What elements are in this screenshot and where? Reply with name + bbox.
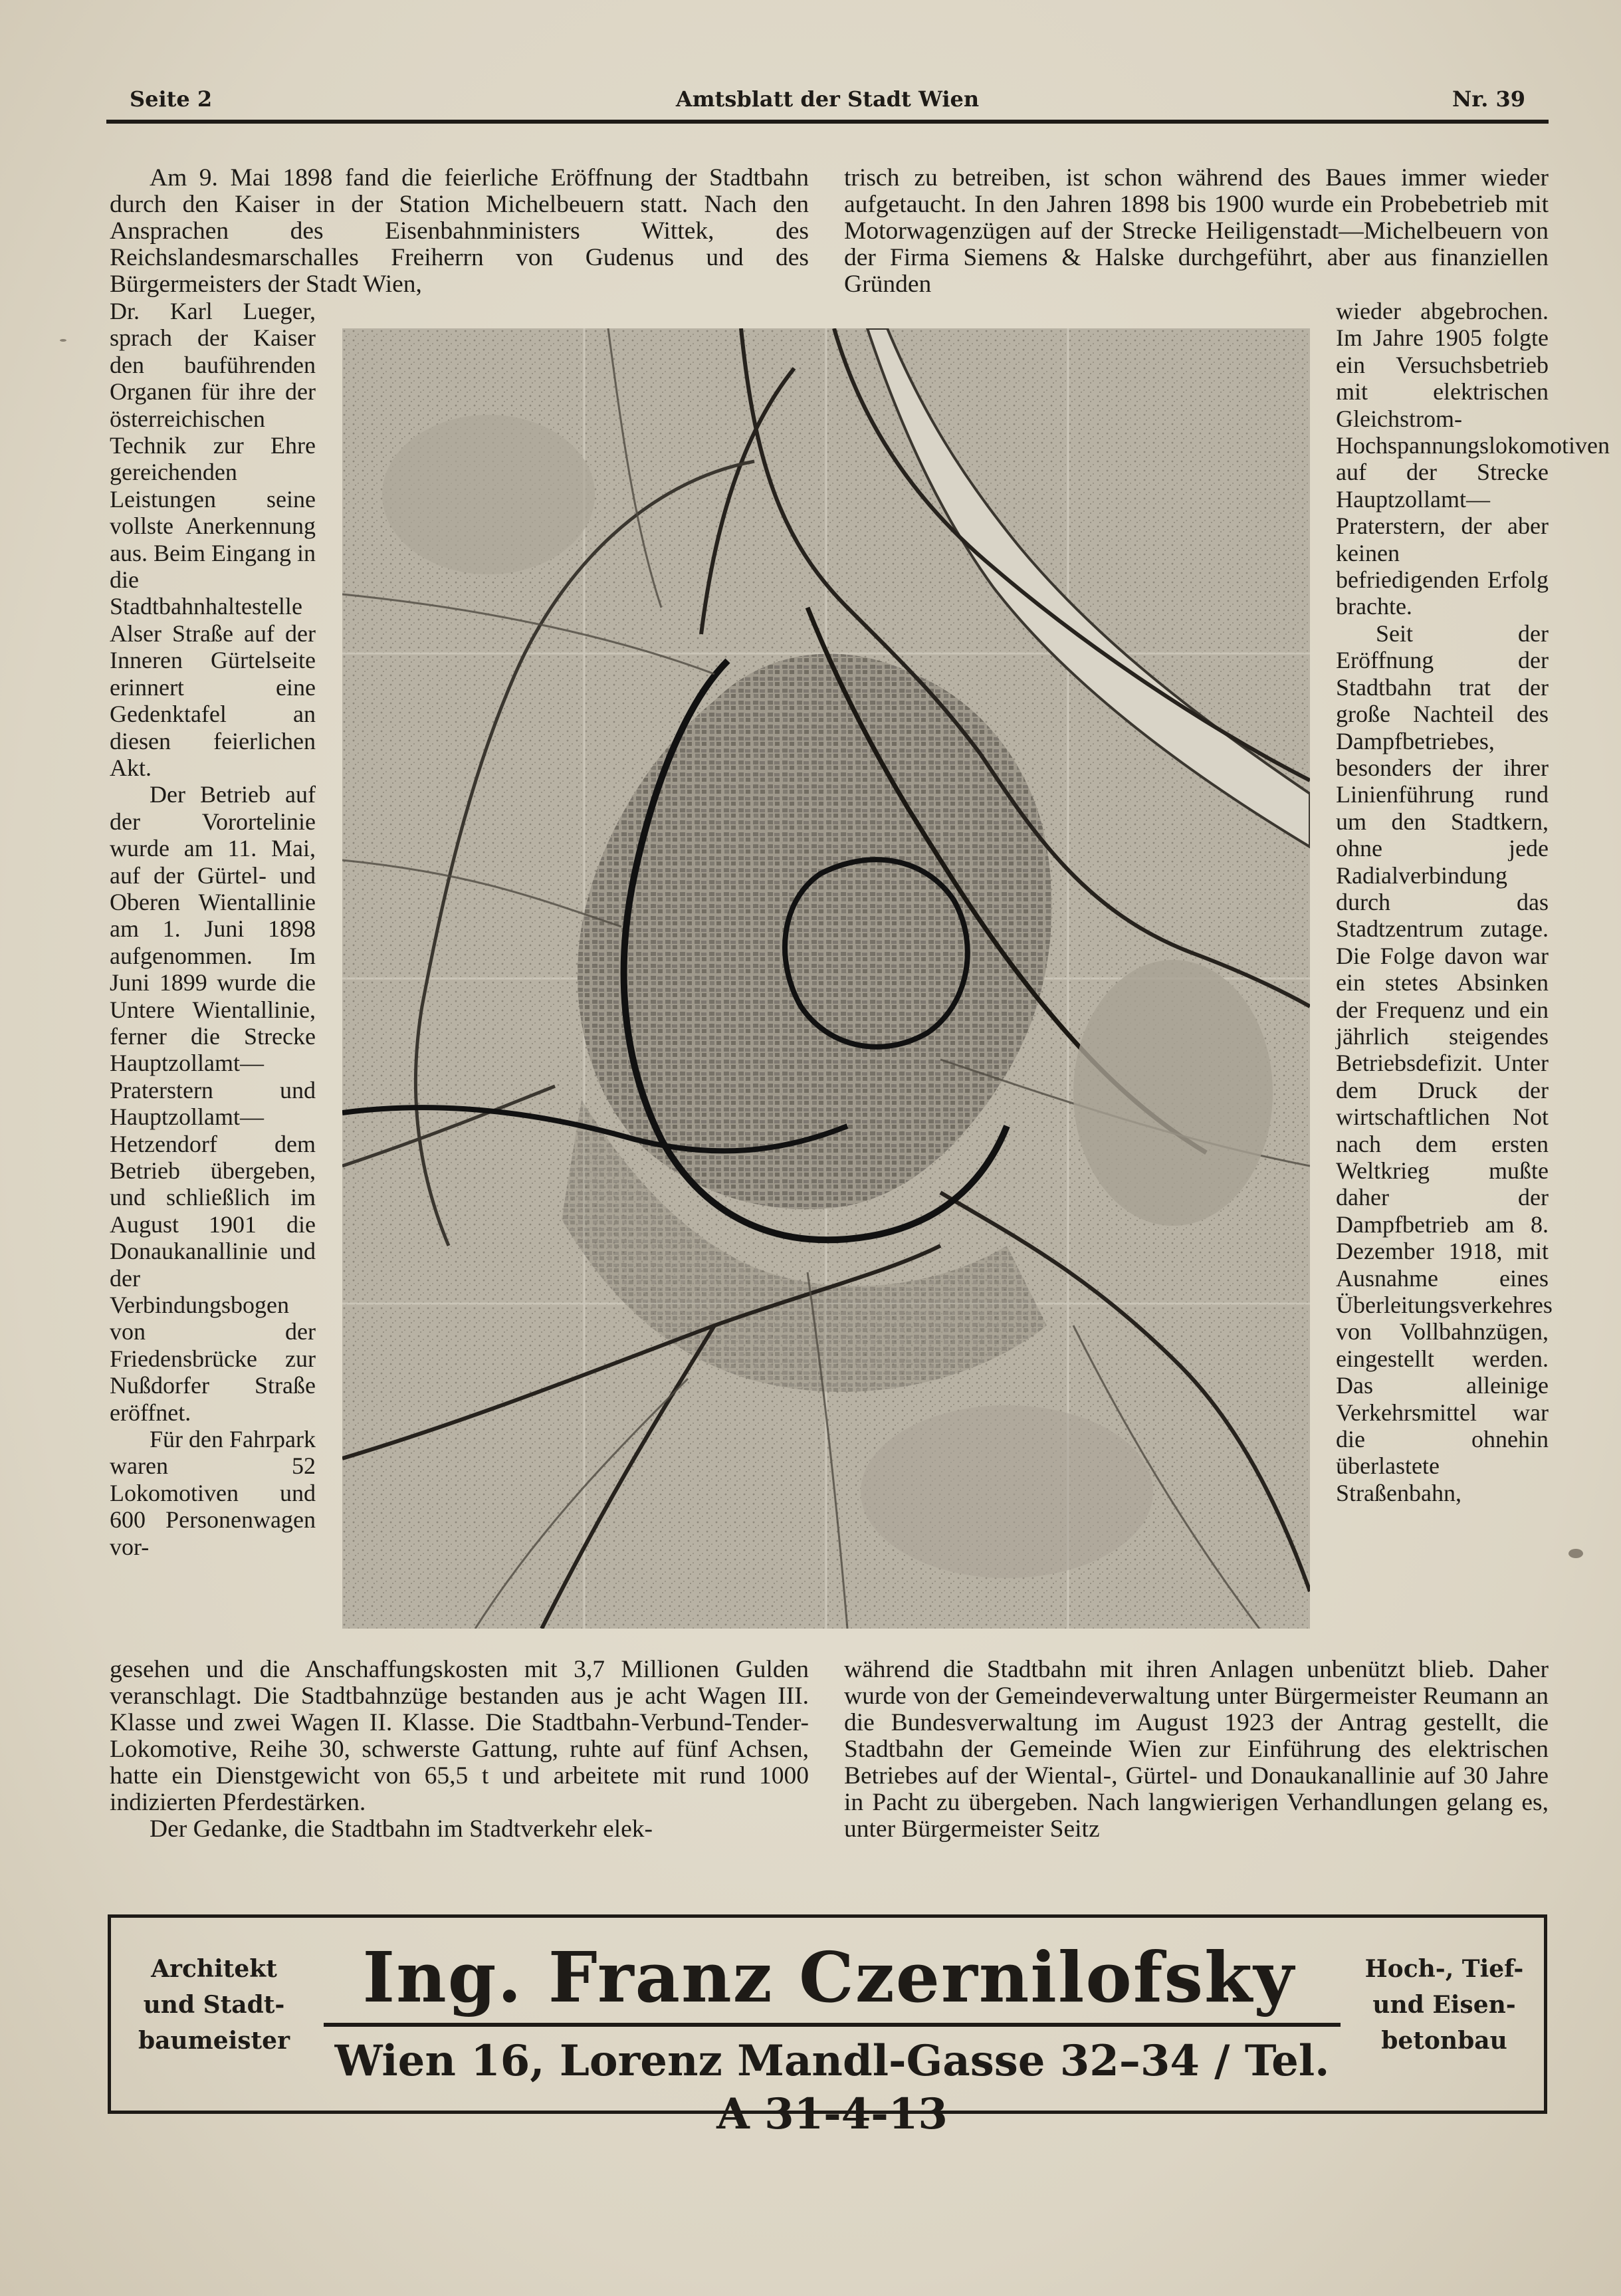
paragraph: Der Gedanke, die Stadtbahn im Stadtverkehr elek-: [150, 1815, 653, 1843]
paragraph: Der Betrieb auf der Vorortelinie wurde am 11. Mai, auf der Gürtel- und Oberen Wientallinie am 1. Juni 1898 aufgenommen. Im Juni 1899 wurde die Untere Wientallinie, ferner die Strecke Hauptzollamt—Praterstern und Hauptzollamt—Hetzendorf dem Betrieb übergeben, und schließlich im August 1901 die Donaukanallinie und der Verbindungsbogen von der Friedensbrücke zur Nußdorfer Straße eröffnet.: [110, 781, 316, 1426]
ad-right-line: betonbau: [1381, 2027, 1507, 2055]
advertisement: [108, 1914, 1547, 2139]
paragraph: Für den Fahrpark waren 52 Lokomotiven und 600 Personenwagen vor-: [110, 1426, 316, 1560]
paragraph: Am 9. Mai 1898 fand die feierliche Eröffnung der Stadtbahn durch den Kaiser in der Station Michelbeuern statt. Nach den Ansprachen des Eisenbahnministers Wittek, des Reichslandesmarschalles Freiherrn von Gudenus und des Bürgermeisters der Stadt Wien,: [110, 164, 809, 298]
paper-speck: [60, 339, 66, 342]
ad-right-line: Hoch-, Tief-: [1364, 1955, 1524, 1983]
running-head: [130, 86, 1525, 120]
column-bottom-left: [110, 1657, 809, 1843]
column-bottom-right: [844, 1657, 1549, 1843]
ad-services: [1364, 1951, 1524, 2059]
map-icon: [342, 328, 1310, 1629]
paragraph: während die Stadtbahn mit ihren Anlagen unbenützt blieb. Daher wurde von der Gemeindeverwaltung unter Bürgermeister Reumann an die Bundesverwaltung im August 1923 der Antrag gestellt, die Stadtbahn der Gemeinde Wien zur Einführung des elektrischen Betriebes auf der Wiental-, Gürtel- und Donaukanallinie auf 30 Jahre in Pacht zu übergeben. Nach langwierigen Verhandlungen gelang es, unter Bürgermeister Seitz: [844, 1656, 1549, 1843]
header-rule: [106, 120, 1549, 124]
ad-left-line: baumeister: [138, 2027, 290, 2055]
stadtbahn-map-image: [342, 328, 1310, 1629]
issue-number: Nr. 39: [1452, 86, 1525, 112]
ad-profession: [134, 1951, 294, 2059]
ad-company-name: Ing. Franz Czernilofsky: [362, 1936, 1295, 2018]
ad-rule: [324, 2023, 1341, 2027]
ad-address: Wien 16, Lorenz Mandl-Gasse 32–34 / Tel. A 31-4-13: [334, 2036, 1330, 2139]
column-side-left: [110, 298, 316, 1560]
ad-right-line: und Eisen-: [1372, 1991, 1516, 2019]
column-top-right: [844, 165, 1549, 298]
paragraph: wieder abgebrochen. Im Jahre 1905 folgte ein Versuchsbetrieb mit elektrischen Gleichstrom-Hochspannungslokomotiven auf der Strecke Hauptzollamt—Praterstern, der aber keinen befriedigenden Erfolg brachte.: [1336, 298, 1610, 620]
paragraph: gesehen und die Anschaffungskosten mit 3,7 Millionen Gulden veranschlagt. Die Stadtbahnzüge bestanden aus je acht Wagen III. Klasse und zwei Wagen II. Klasse. Die Stadtbahn-Verbund-Tender-Lokomotive, Reihe 30, schwerste Gattung, ruhte auf fünf Achsen, hatte ein Dienstgewicht von 65,5 t und arbeitete mit rund 1000 indizierten Pferdestärken.: [110, 1656, 809, 1816]
page-number: Seite 2: [130, 86, 213, 112]
column-side-right: [1336, 298, 1610, 1506]
ad-left-line: und Stadt-: [143, 1991, 285, 2019]
paragraph: Dr. Karl Lueger, sprach der Kaiser den bauführenden Organen für ihre der österreichischen Technik zur Ehre gereichenden Leistungen seine vollste Anerkennung aus. Beim Eingang in die Stadtbahnhaltestelle Alser Straße auf der Inneren Gürtelseite erinnert eine Gedenktafel an diesen feierlichen Akt.: [110, 298, 316, 781]
paragraph: Seit der Eröffnung der Stadtbahn trat der große Nachteil des Dampfbetriebes, besonders der ihrer Linienführung rund um den Stadtkern, ohne jede Radialverbindung durch das Stadtzentrum zutage. Die Folge davon war ein stetes Absinken der Frequenz und ein jährlich steigendes Betriebsdefizit. Unter dem Druck der wirtschaftlichen Not nach dem ersten Weltkrieg mußte daher der Dampfbetrieb am 8. Dezember 1918, mit Ausnahme eines Überleitungsverkehres von Vollbahnzügen, eingestellt werden. Das alleinige Verkehrsmittel war die ohnehin überlastete Straßenbahn,: [1336, 620, 1553, 1506]
paper-speck: [1568, 1549, 1583, 1558]
publication-title: Amtsblatt der Stadt Wien: [675, 86, 980, 112]
ad-left-line: Architekt: [151, 1955, 277, 1983]
paragraph: trisch zu betreiben, ist schon während des Baues immer wieder aufgetaucht. In den Jahren 1898 bis 1900 wurde ein Probebetrieb mit Motorwagenzügen auf der Strecke Heiligenstadt—Michelbeuern von der Firma Siemens & Halske durchgeführt, aber aus finanziellen Gründen: [844, 164, 1549, 298]
column-top-left: [110, 165, 809, 298]
